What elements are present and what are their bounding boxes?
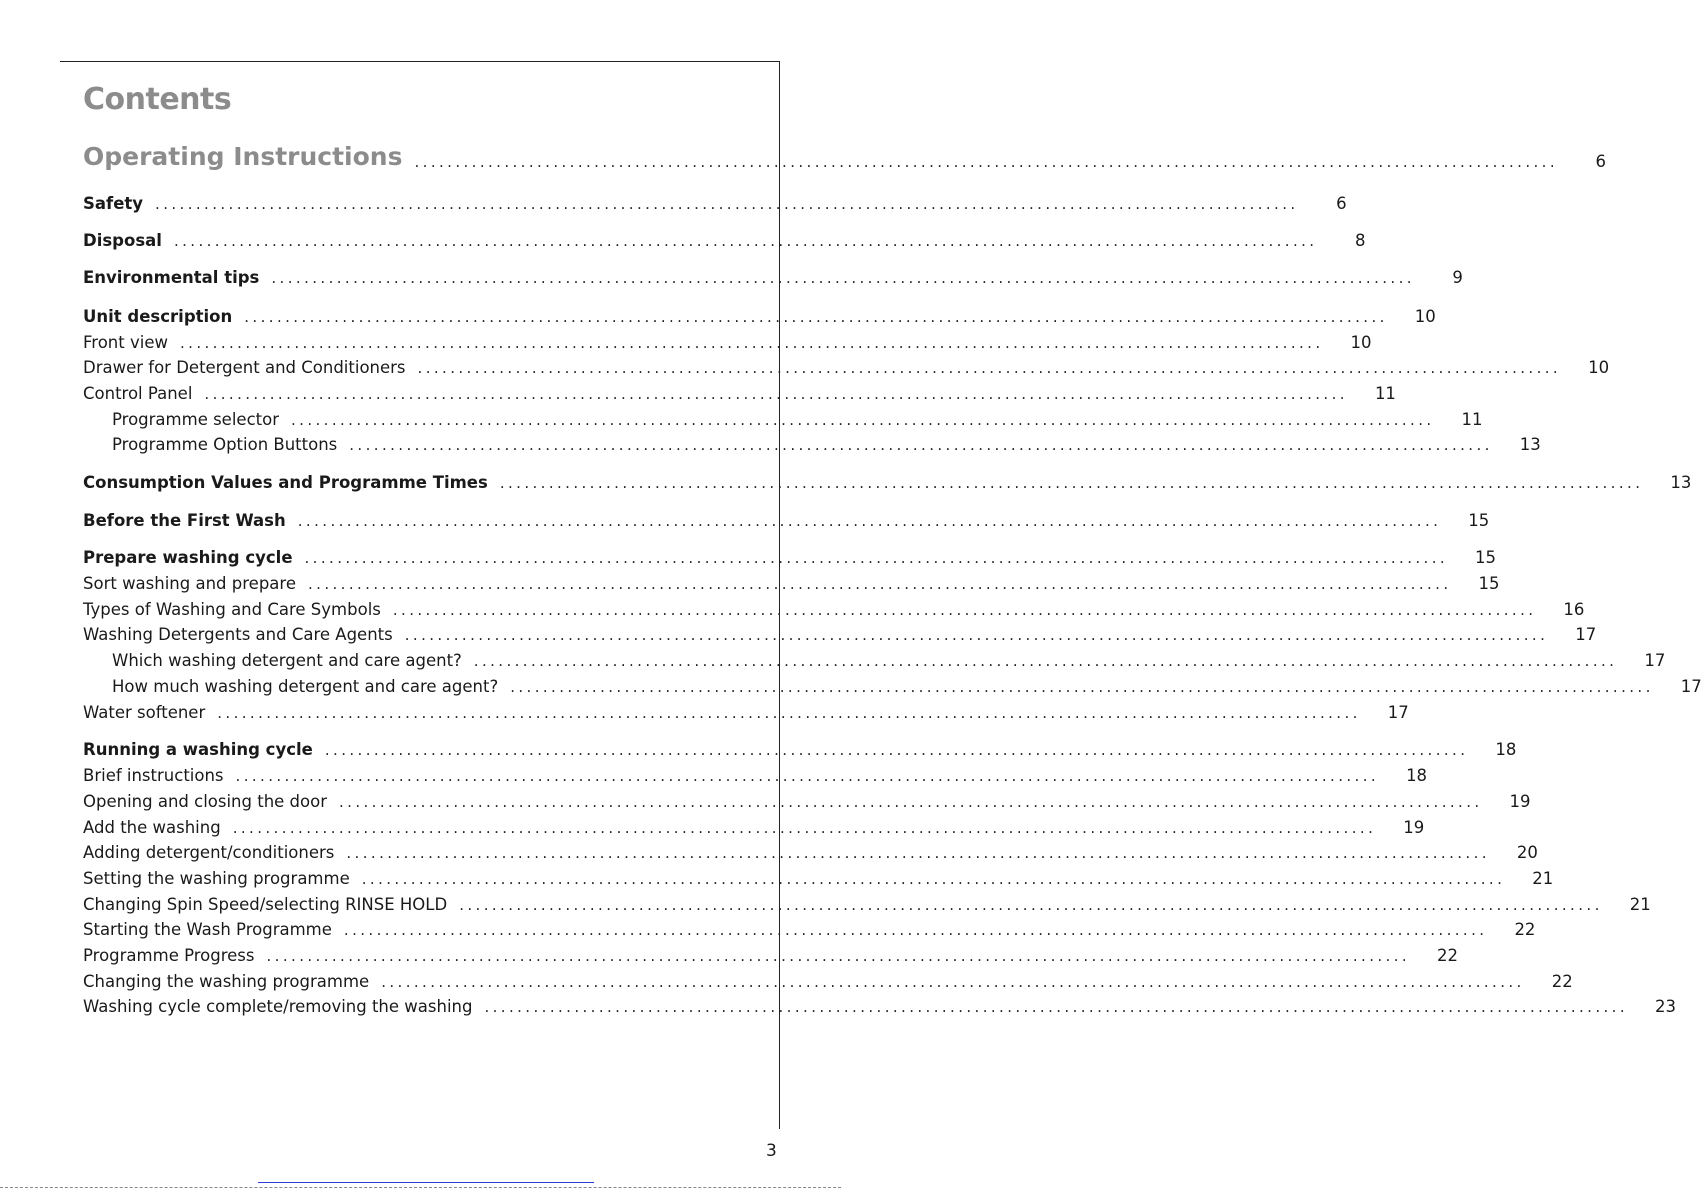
toc-dot-leader: ............................................................................................................................................ bbox=[499, 474, 1644, 492]
toc-dot-leader: ............................................................................................................................................ bbox=[155, 195, 1299, 213]
toc-entry[interactable] bbox=[83, 816, 1425, 838]
toc-entry[interactable] bbox=[83, 841, 1538, 863]
toc-entry-label: Safety bbox=[83, 194, 144, 213]
toc-entry-label: Starting the Wash Programme bbox=[83, 920, 332, 939]
toc-entry-label: Washing cycle complete/removing the washing bbox=[83, 997, 473, 1016]
right-margin-rule bbox=[779, 61, 780, 1129]
toc-entry-page: 15 bbox=[1475, 548, 1497, 567]
toc-entry[interactable] bbox=[83, 701, 1409, 723]
toc-entry-page: 21 bbox=[1629, 895, 1651, 914]
toc-entry-page: 19 bbox=[1403, 818, 1425, 837]
toc-dot-leader: ............................................................................................................................................ bbox=[204, 385, 1348, 403]
toc-entry[interactable] bbox=[83, 675, 1702, 697]
toc-entry-page: 8 bbox=[1354, 231, 1366, 250]
toc-entry-page: 10 bbox=[1350, 333, 1372, 352]
bottom-dashed-rule bbox=[0, 1187, 841, 1188]
toc-dot-leader: ............................................................................................................................................ bbox=[392, 601, 1537, 619]
toc-entry-page: 20 bbox=[1516, 843, 1538, 862]
toc-entry[interactable] bbox=[83, 572, 1500, 594]
toc-dot-leader: ............................................................................................................................................ bbox=[417, 359, 1562, 377]
toc-dot-leader: ............................................................................................................................................ bbox=[307, 575, 1452, 593]
toc-entry-page: 17 bbox=[1680, 677, 1702, 696]
toc-dot-leader: ............................................................................................................................................ bbox=[484, 998, 1628, 1016]
toc-entry-label: Drawer for Detergent and Conditioners bbox=[83, 358, 406, 377]
toc-entry[interactable] bbox=[83, 408, 1483, 430]
toc-entry-page: 18 bbox=[1495, 740, 1517, 759]
toc-entry-page: 17 bbox=[1387, 703, 1409, 722]
toc-entry-page: 11 bbox=[1374, 384, 1396, 403]
toc-entry-label: Brief instructions bbox=[83, 766, 224, 785]
toc-entry-label: Prepare washing cycle bbox=[83, 548, 293, 567]
toc-entry[interactable] bbox=[83, 471, 1692, 493]
toc-entry-label: How much washing detergent and care agent? bbox=[112, 677, 499, 696]
toc-entry[interactable] bbox=[83, 944, 1459, 966]
toc-dot-leader: ............................................................................................................................................ bbox=[404, 626, 1549, 644]
toc-dot-leader: ............................................................................................................................................ bbox=[459, 896, 1603, 914]
toc-entry-label: Programme Option Buttons bbox=[112, 435, 338, 454]
page-number: 3 bbox=[766, 1141, 777, 1161]
toc-dot-leader: ............................................................................................................................................ bbox=[361, 870, 1506, 888]
toc-dot-leader: ............................................................................................................................................ bbox=[324, 741, 1469, 759]
toc-entry-label: Running a washing cycle bbox=[83, 740, 313, 759]
top-rule bbox=[60, 61, 780, 62]
toc-entry-page: 6 bbox=[1595, 152, 1607, 171]
bottom-link-underline[interactable] bbox=[258, 1182, 594, 1183]
toc-entry-page: 23 bbox=[1655, 997, 1676, 1016]
toc-entry-page: 22 bbox=[1437, 946, 1459, 965]
toc-entry-page: 9 bbox=[1452, 268, 1463, 287]
toc-entry-label: Opening and closing the door bbox=[83, 792, 327, 811]
toc-entry-page: 11 bbox=[1461, 410, 1483, 429]
toc-dot-leader: ............................................................................................................................................ bbox=[381, 973, 1525, 991]
toc-dot-leader: ............................................................................................................................................ bbox=[173, 232, 1318, 250]
toc-entry[interactable] bbox=[83, 623, 1597, 645]
toc-entry[interactable] bbox=[83, 356, 1610, 378]
toc-entry-label: Front view bbox=[83, 333, 168, 352]
toc-entry-label: Consumption Values and Programme Times bbox=[83, 473, 488, 492]
toc-entry-page: 17 bbox=[1644, 651, 1666, 670]
toc-dot-leader: ............................................................................................................................................ bbox=[244, 308, 1388, 326]
toc-dot-leader: ............................................................................................................................................ bbox=[179, 334, 1324, 352]
toc-entry[interactable] bbox=[83, 433, 1541, 455]
toc-entry-label: Programme Progress bbox=[83, 946, 255, 965]
toc-dot-leader: ............................................................................................................................................ bbox=[271, 269, 1415, 287]
toc-entry[interactable] bbox=[83, 738, 1517, 760]
toc-entry-label: Environmental tips bbox=[83, 268, 260, 287]
toc-entry-label: Changing the washing programme bbox=[83, 972, 370, 991]
toc-entry-page: 17 bbox=[1575, 625, 1597, 644]
toc-entry[interactable] bbox=[83, 598, 1585, 620]
toc-entry[interactable] bbox=[83, 867, 1554, 889]
toc-entry[interactable] bbox=[83, 995, 1676, 1017]
toc-entry[interactable] bbox=[83, 331, 1372, 353]
toc-entry-label: Unit description bbox=[83, 307, 233, 326]
toc-entry-label: Adding detergent/conditioners bbox=[83, 843, 335, 862]
toc-entry[interactable] bbox=[83, 893, 1651, 915]
toc-dot-leader: ............................................................................................................................................ bbox=[266, 947, 1411, 965]
toc-entry-label: Operating Instructions bbox=[83, 142, 403, 171]
toc-dot-leader: ............................................................................................................................................ bbox=[291, 411, 1435, 429]
toc-entry-page: 6 bbox=[1336, 194, 1347, 213]
toc-entry-label: Types of Washing and Care Symbols bbox=[83, 600, 381, 619]
toc-dot-leader: ............................................................................................................................................ bbox=[232, 819, 1377, 837]
toc-dot-leader: ............................................................................................................................................ bbox=[297, 512, 1442, 530]
toc-entry-label: Add the washing bbox=[83, 818, 221, 837]
toc-entry[interactable] bbox=[83, 266, 1463, 288]
toc-entry-label: Disposal bbox=[83, 231, 162, 250]
toc-entry[interactable] bbox=[83, 790, 1531, 812]
toc-dot-leader: ............................................................................................................................................ bbox=[217, 704, 1361, 722]
toc-entry[interactable] bbox=[83, 918, 1536, 940]
toc-entry[interactable] bbox=[83, 509, 1490, 531]
toc-dot-leader: ............................................................................................................................................ bbox=[349, 436, 1493, 454]
toc-entry[interactable] bbox=[83, 305, 1436, 327]
toc-entry[interactable] bbox=[83, 970, 1573, 992]
toc-entry-label: Programme selector bbox=[112, 410, 279, 429]
toc-entry-label: Setting the washing programme bbox=[83, 869, 350, 888]
toc-entry-label: Water softener bbox=[83, 703, 206, 722]
page-title: Contents bbox=[83, 82, 232, 117]
toc-dot-leader: ............................................................................................................................................ bbox=[473, 652, 1618, 670]
toc-entry-page: 18 bbox=[1406, 766, 1428, 785]
toc-entry-page: 10 bbox=[1588, 358, 1610, 377]
toc-entry-page: 21 bbox=[1532, 869, 1554, 888]
toc-entry[interactable] bbox=[83, 546, 1497, 568]
toc-entry[interactable] bbox=[83, 229, 1366, 251]
toc-entry-page: 22 bbox=[1514, 920, 1536, 939]
toc-dot-leader: ............................................................................................................................................ bbox=[510, 678, 1654, 696]
toc-dot-leader: ............................................................................................................................................ bbox=[339, 793, 1483, 811]
toc-dot-leader: ............................................................................................................................................ bbox=[304, 549, 1449, 567]
toc-entry[interactable] bbox=[83, 764, 1428, 786]
toc-entry-page: 16 bbox=[1563, 600, 1585, 619]
toc-entry-page: 22 bbox=[1551, 972, 1573, 991]
toc-entry[interactable] bbox=[83, 192, 1347, 214]
toc-entry-label: Before the First Wash bbox=[83, 511, 286, 530]
toc-entry-label: Control Panel bbox=[83, 384, 193, 403]
toc-entry-label: Changing Spin Speed/selecting RINSE HOLD bbox=[83, 895, 448, 914]
toc-dot-leader: ............................................................................................................................................ bbox=[235, 767, 1380, 785]
toc-dot-leader: ............................................................................................................................................ bbox=[343, 921, 1488, 939]
toc-entry[interactable] bbox=[83, 382, 1396, 404]
toc-entry-page: 10 bbox=[1414, 307, 1436, 326]
toc-dot-leader: ............................................................................................................................................ bbox=[414, 153, 1559, 171]
toc-entry-label: Washing Detergents and Care Agents bbox=[83, 625, 393, 644]
toc-entry-label: Sort washing and prepare bbox=[83, 574, 296, 593]
toc-entry-page: 15 bbox=[1478, 574, 1500, 593]
toc-entry[interactable] bbox=[83, 140, 1607, 172]
toc-entry[interactable] bbox=[83, 649, 1666, 671]
toc-entry-label: Which washing detergent and care agent? bbox=[112, 651, 462, 670]
toc-entry-page: 15 bbox=[1468, 511, 1490, 530]
toc-entry-page: 19 bbox=[1509, 792, 1531, 811]
toc-dot-leader: ............................................................................................................................................ bbox=[346, 844, 1490, 862]
toc-entry-page: 13 bbox=[1670, 473, 1692, 492]
toc-entry-page: 13 bbox=[1519, 435, 1541, 454]
